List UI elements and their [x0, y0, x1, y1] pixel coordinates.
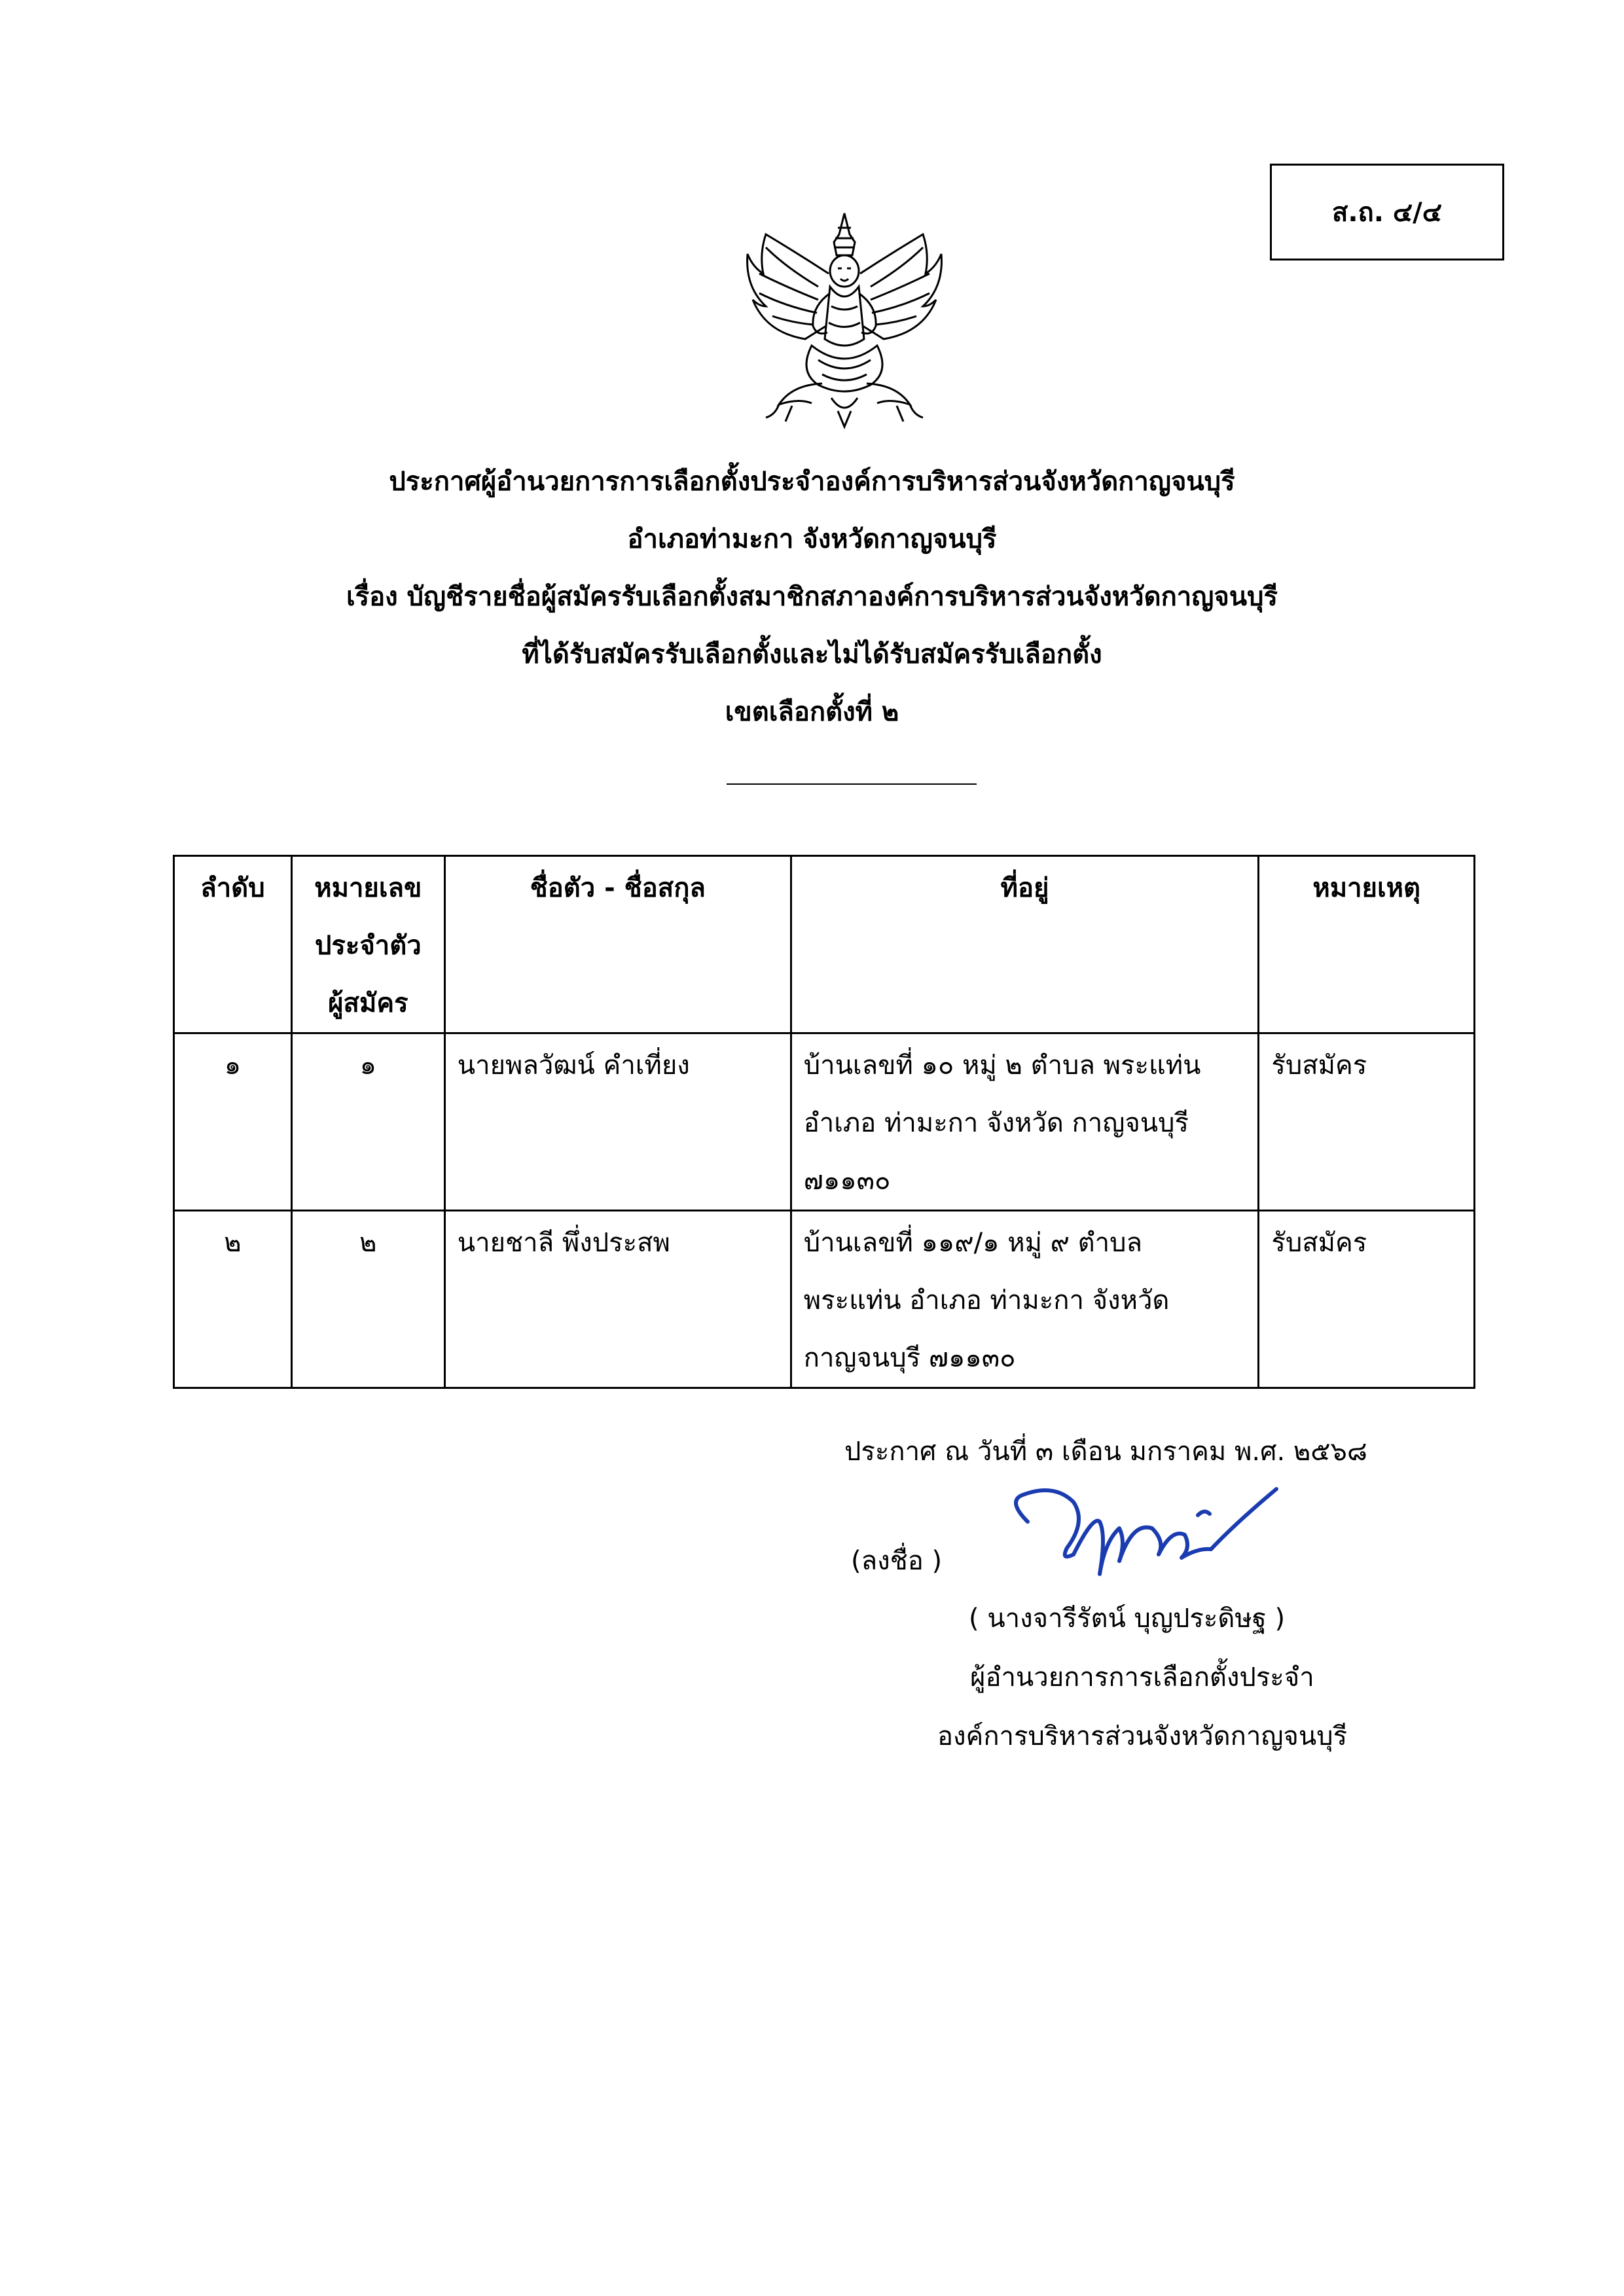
- heading-divider: [727, 783, 977, 785]
- cell-name: นายชาลี พึ่งประสพ: [444, 1211, 791, 1388]
- table-row: [174, 1033, 1475, 1211]
- heading-line-5: เขตเลือกตั้งที่ ๒: [725, 697, 899, 727]
- address-line: กาญจนบุรี ๗๑๑๓๐: [803, 1343, 1016, 1373]
- signature-icon: [1001, 1476, 1290, 1587]
- form-code-box: [1270, 164, 1504, 260]
- cell-remark: รับสมัคร: [1259, 1211, 1475, 1388]
- form-code: ส.ถ. ๔/๔: [1331, 198, 1443, 228]
- cell-address: [791, 1033, 1259, 1211]
- cell-order: ๒: [174, 1211, 292, 1388]
- col-header-address: ที่อยู่: [791, 856, 1259, 1033]
- col-header-number-line-2: ประจำตัว: [314, 931, 422, 961]
- signer-title-line-2: องค์การบริหารส่วนจังหวัดกาญจนบุรี: [937, 1721, 1348, 1751]
- cell-number: ๑: [291, 1033, 444, 1211]
- signer-title-line-1: ผู้อำนวยการการเลือกตั้งประจำ: [970, 1662, 1314, 1693]
- signer-name: ( นางจารีรัตน์ บุญประดิษฐ ): [969, 1604, 1286, 1634]
- heading-line-1: ประกาศผู้อำนวยการการเลือกตั้งประจำองค์การบริหารส่วนจังหวัดกาญจนบุรี: [389, 467, 1235, 497]
- sign-label: (ลงชื่อ ): [851, 1546, 943, 1576]
- address-line: อำเภอ ท่ามะกา จังหวัด กาญจนบุรี: [803, 1108, 1189, 1138]
- table-header-row: [174, 856, 1475, 1033]
- announcement-heading: [0, 453, 1624, 741]
- cell-order: ๑: [174, 1033, 292, 1211]
- col-header-remark: หมายเหตุ: [1259, 856, 1475, 1033]
- col-header-order: ลำดับ: [174, 856, 292, 1033]
- table-row: [174, 1211, 1475, 1388]
- cell-name: นายพลวัฒน์ คำเที่ยง: [444, 1033, 791, 1211]
- address-line: บ้านเลขที่ ๑๐ หมู่ ๒ ตำบล พระแท่น: [803, 1050, 1201, 1081]
- address-line: ๗๑๑๓๐: [803, 1166, 891, 1196]
- candidate-table: [173, 855, 1475, 1389]
- garuda-emblem-icon: [740, 208, 949, 431]
- cell-address: [791, 1211, 1259, 1388]
- cell-number: ๒: [291, 1211, 444, 1388]
- announce-date: ประกาศ ณ วันที่ ๓ เดือน มกราคม พ.ศ. ๒๕๖๘: [844, 1437, 1367, 1467]
- heading-line-4: ที่ได้รับสมัครรับเลือกตั้งและไม่ได้รับสมัครรับเลือกตั้ง: [522, 639, 1102, 670]
- address-line: บ้านเลขที่ ๑๑๙/๑ หมู่ ๙ ตำบล: [803, 1228, 1142, 1258]
- address-line: พระแท่น อำเภอ ท่ามะกา จังหวัด: [803, 1285, 1170, 1316]
- heading-line-3: เรื่อง บัญชีรายชื่อผู้สมัครรับเลือกตั้งสมาชิกสภาองค์การบริหารส่วนจังหวัดกาญจนบุรี: [346, 582, 1278, 612]
- heading-line-2: อำเภอท่ามะกา จังหวัดกาญจนบุรี: [627, 524, 997, 554]
- col-header-number-line-1: หมายเลข: [314, 873, 422, 903]
- col-header-name: ชื่อตัว - ชื่อสกุล: [444, 856, 791, 1033]
- col-header-number-line-3: ผู้สมัคร: [328, 988, 408, 1018]
- cell-remark: รับสมัคร: [1259, 1033, 1475, 1211]
- col-header-number: [291, 856, 444, 1033]
